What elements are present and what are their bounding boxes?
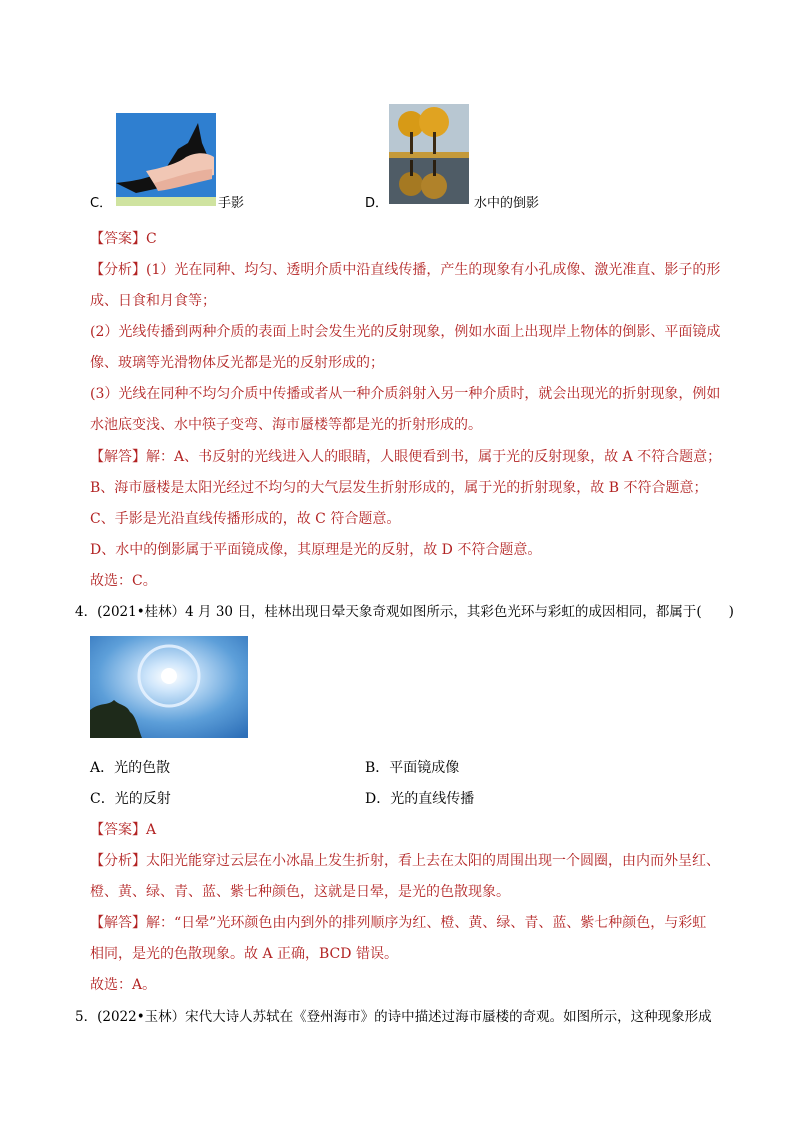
q4-option-a: A．光的色散 bbox=[90, 760, 171, 776]
q4-analysis-line: 橙、黄、绿、青、蓝、紫七种颜色，这就是日晕，是光的色散现象。 bbox=[90, 884, 510, 900]
q4-solution-line: 故选：A。 bbox=[90, 977, 157, 993]
sun-halo-image bbox=[90, 636, 248, 738]
q3-analysis-line: (3）光线在同种不均匀介质中传播或者从一种介质斜射入另一种介质时，就会出现光的折射现象，例如 bbox=[90, 386, 721, 402]
option-c-caption: 手影 bbox=[218, 196, 245, 211]
q3-answer: 【答案】C bbox=[90, 231, 157, 247]
q3-solution-line: D、水中的倒影属于平面镜成像，其原理是光的反射，故 D 不符合题意。 bbox=[90, 542, 542, 558]
q3-solution-line: 故选：C。 bbox=[90, 573, 157, 589]
q3-analysis-line: (2）光线传播到两种介质的表面上时会发生光的反射现象，例如水面上出现岸上物体的倒影、平面镜成 bbox=[90, 324, 721, 340]
q3-analysis-line: 像、玻璃等光滑物体反光都是光的反射形成的； bbox=[90, 355, 384, 371]
q5-stem: 5．(2022•玉林）宋代大诗人苏轼在《登州海市》的诗中描述过海市蜃楼的奇观。如图所示，这种现象形成 bbox=[75, 1009, 712, 1025]
q3-analysis-line: 【分析】(1）光在同种、均匀、透明介质中沿直线传播，产生的现象有小孔成像、激光准直、影子的形 bbox=[90, 262, 721, 278]
q4-answer: 【答案】A bbox=[90, 822, 157, 838]
option-c-letter: C． bbox=[90, 196, 113, 211]
q4-stem: 4．(2021•桂林）4 月 30 日，桂林出现日晕天象奇观如图所示，其彩色光环与彩虹的成因相同，都属于( ) bbox=[75, 604, 734, 620]
q3-analysis-line: 成、日食和月食等； bbox=[90, 293, 216, 309]
water-reflection-image bbox=[389, 104, 469, 204]
option-d-letter: D． bbox=[365, 196, 389, 211]
q4-option-b: B．平面镜成像 bbox=[365, 760, 460, 776]
q3-solution-line: C、手影是光沿直线传播形成的，故 C 符合题意。 bbox=[90, 511, 401, 527]
q4-option-d: D．光的直线传播 bbox=[365, 791, 475, 807]
hand-shadow-image bbox=[116, 113, 216, 206]
q3-analysis-line: 水池底变浅、水中筷子变弯、海市蜃楼等都是光的折射形成的。 bbox=[90, 417, 482, 433]
q3-solution-line: 【解答】解：A、书反射的光线进入人的眼睛，人眼便看到书，属于光的反射现象，故 A 不符合题意； bbox=[90, 449, 722, 465]
q4-solution-line: 相同，是光的色散现象。故 A 正确，BCD 错误。 bbox=[90, 946, 398, 962]
q4-analysis-line: 【分析】太阳光能穿过云层在小冰晶上发生折射，看上去在太阳的周围出现一个圆圈，由内而外呈红、 bbox=[90, 853, 720, 869]
q4-option-c: C．光的反射 bbox=[90, 791, 171, 807]
option-d-caption: 水中的倒影 bbox=[474, 196, 540, 211]
q4-solution-line: 【解答】解：“日晕”光环颜色由内到外的排列顺序为红、橙、黄、绿、青、蓝、紫七种颜色，与彩虹 bbox=[90, 915, 707, 931]
q3-solution-line: B、海市蜃楼是太阳光经过不均匀的大气层发生折射形成的，属于光的折射现象，故 B 不符合题意； bbox=[90, 480, 708, 496]
